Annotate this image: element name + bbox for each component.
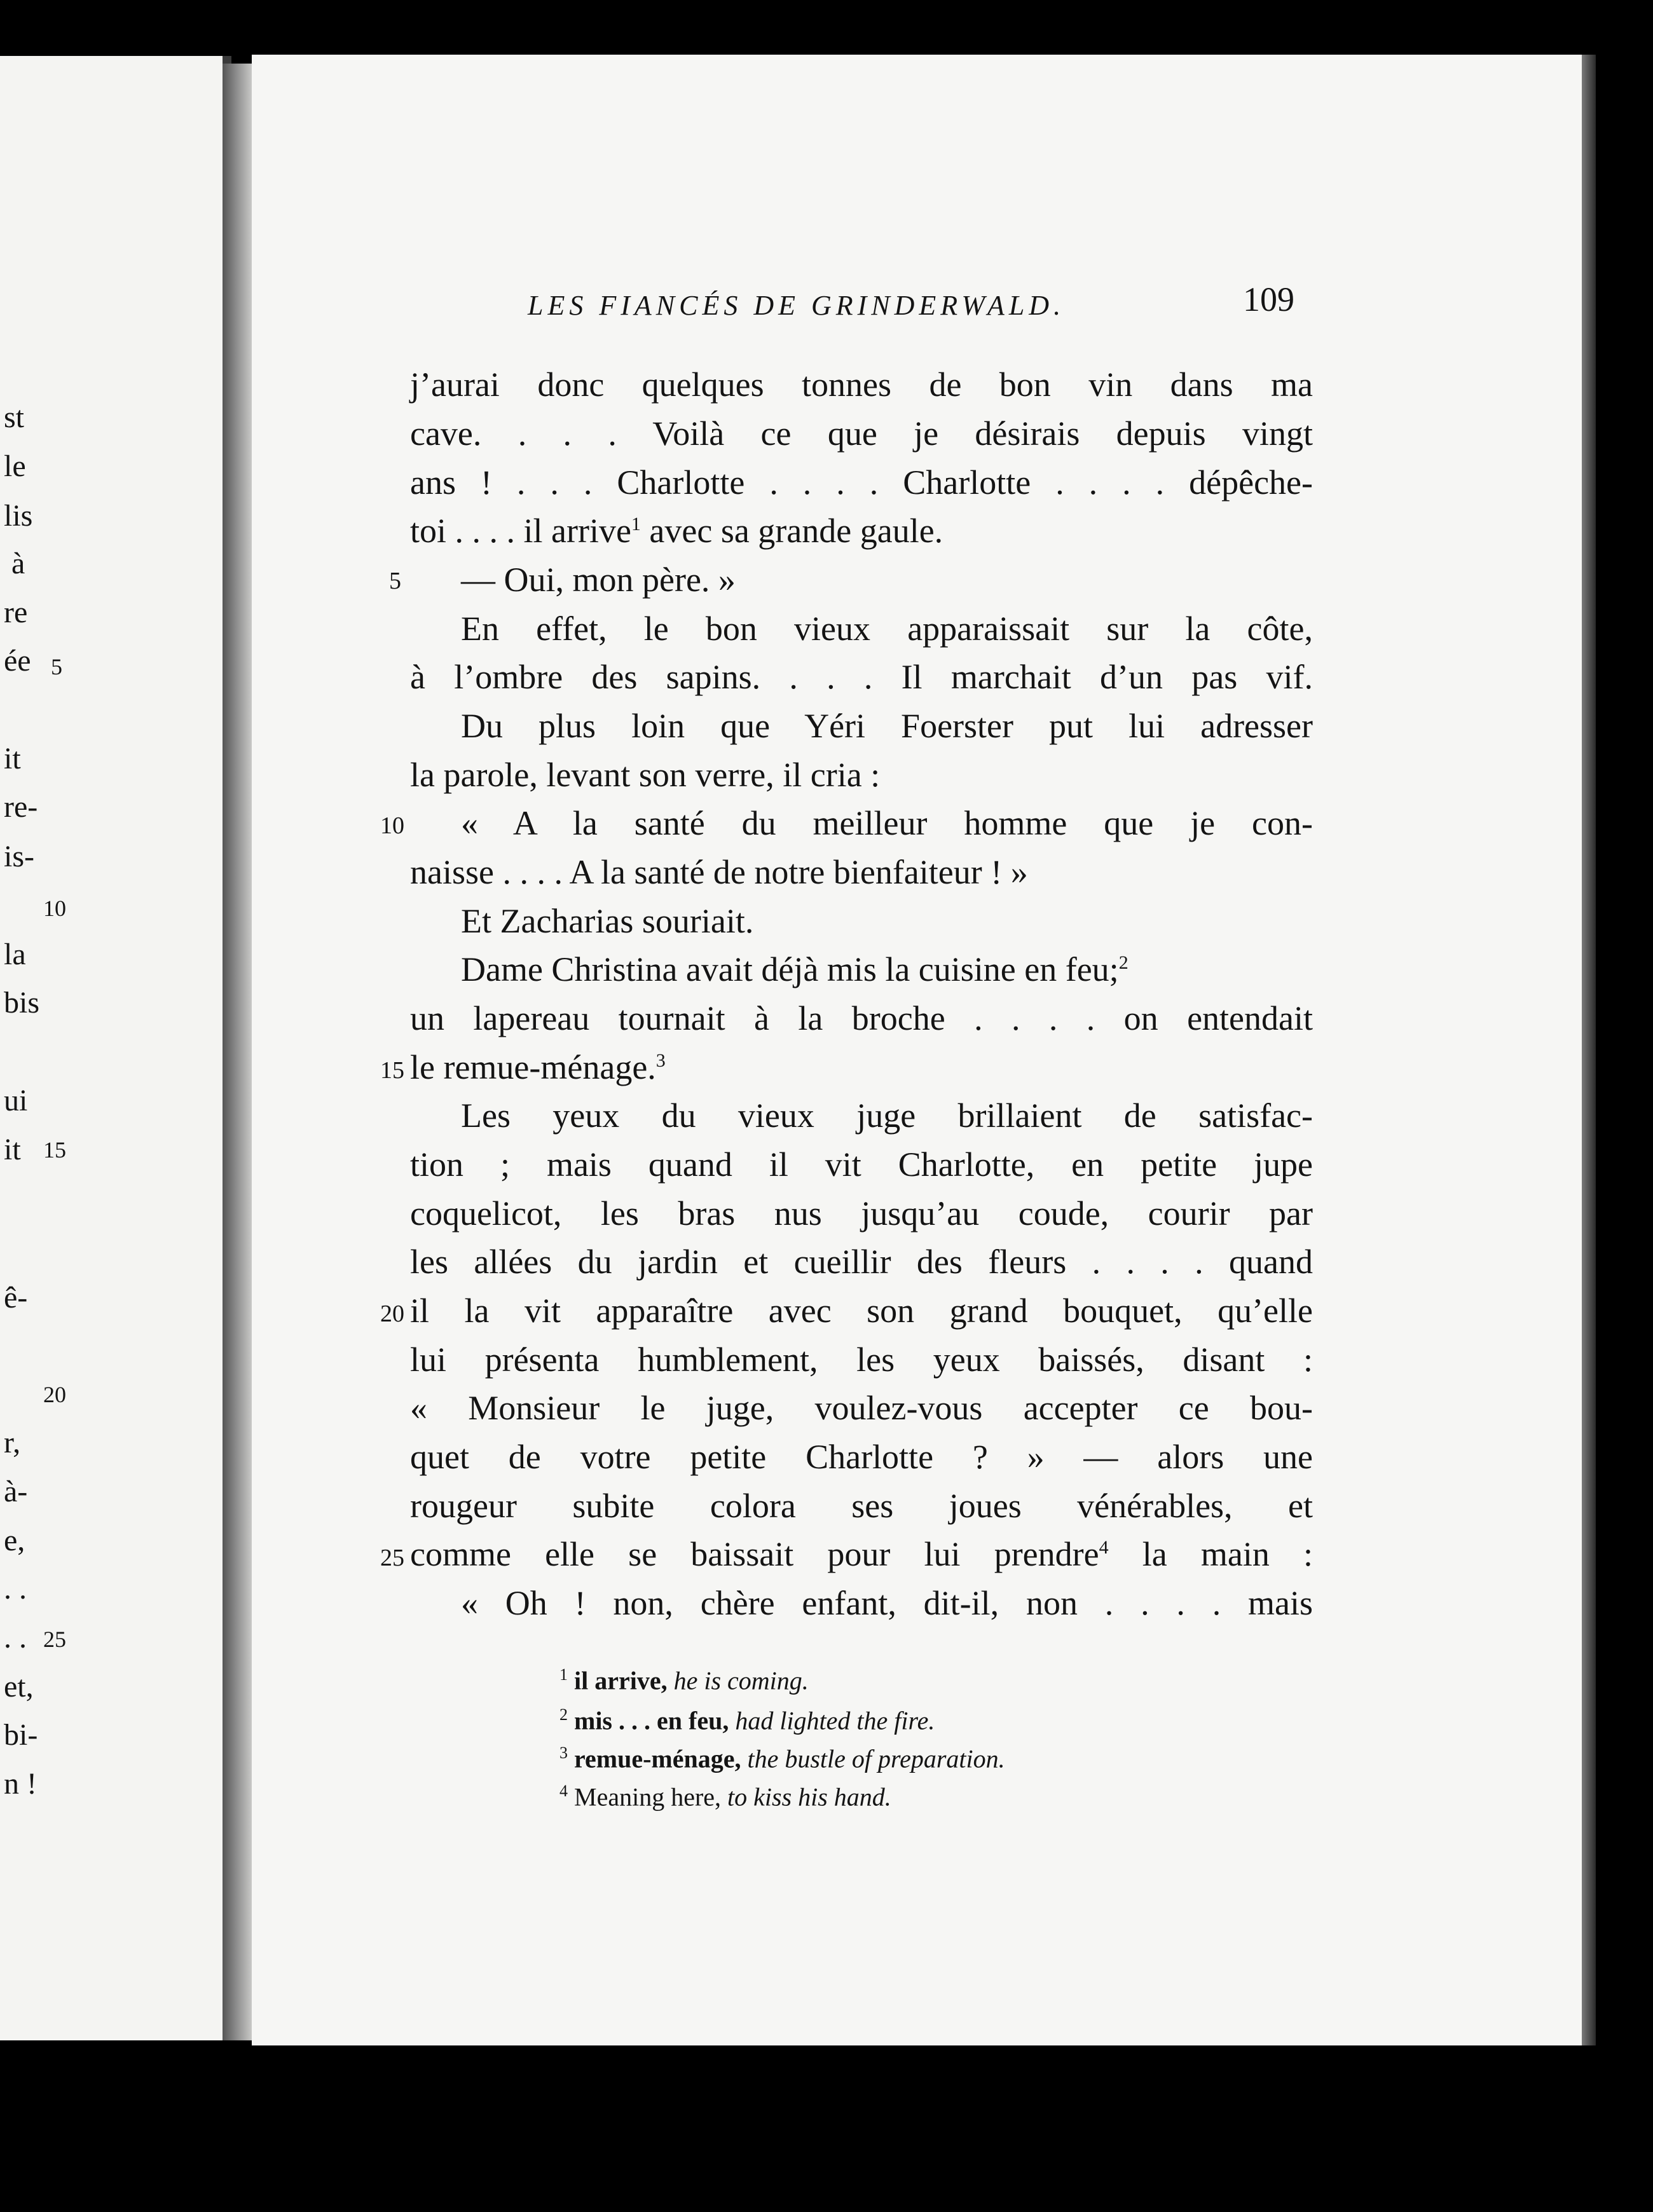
footnote-gloss: he is coming. <box>673 1666 809 1695</box>
left-page-fragment: la <box>4 938 26 971</box>
text-line: Les yeux du vieux juge brillaient de satisfac- <box>461 1096 1313 1135</box>
footnote-gloss: had lighted the fire. <box>735 1706 935 1735</box>
left-page-fragment: le <box>4 449 26 483</box>
left-page-line-number: 15 <box>43 1137 66 1163</box>
text-segment: comme elle se baissait pour lui prendre <box>410 1535 1099 1573</box>
left-page-fragment: . . <box>4 1621 27 1655</box>
left-page-fragment: n ! <box>4 1767 37 1801</box>
left-page-fragment: à- <box>4 1475 28 1508</box>
page-number: 109 <box>1243 280 1294 318</box>
footnote-term: il arrive, <box>574 1666 668 1695</box>
footnote-mark: 2 <box>559 1705 568 1724</box>
footnote <box>559 1667 809 1693</box>
text-line: ans ! . . . Charlotte . . . . Charlotte . . . . dépêche- <box>410 463 1313 502</box>
left-page-fragment: bi- <box>4 1718 38 1752</box>
left-page-fragment: et, <box>4 1670 34 1703</box>
text-line: cave. . . . Voilà ce que je désirais depuis vingt <box>410 414 1313 453</box>
footnote-gloss: the bustle of preparation. <box>747 1744 1005 1773</box>
page-edge-shadow <box>1582 55 1596 2045</box>
footnote-term: Meaning here, <box>574 1782 722 1812</box>
left-page-fragment: ê- <box>4 1281 28 1314</box>
text-line: quet de votre petite Charlotte ? » — alors une <box>410 1438 1313 1476</box>
footnote-gloss: to kiss his hand. <box>727 1782 891 1812</box>
text-line <box>410 1537 1313 1571</box>
line-number: 25 <box>380 1545 404 1571</box>
footnote-term: mis . . . en feu, <box>574 1706 729 1735</box>
text-line: j’aurai donc quelques tonnes de bon vin dans ma <box>410 365 1313 404</box>
text-line: Du plus loin que Yéri Foerster put lui adresser <box>461 707 1313 745</box>
text-line: lui présenta humblement, les yeux baissés, disant : <box>410 1341 1313 1379</box>
footnote-term: remue-ménage, <box>574 1744 741 1773</box>
text-line: « A la santé du meilleur homme que je con- <box>461 804 1313 842</box>
left-page-fragment: à <box>11 547 25 580</box>
running-title: LES FIANCÉS DE GRINDERWALD. <box>528 290 1066 321</box>
footnote-mark: 1 <box>559 1665 568 1684</box>
line-number: 5 <box>389 568 401 594</box>
line-number: 10 <box>380 812 404 839</box>
text-line: la parole, levant son verre, il cria : <box>410 756 881 794</box>
footnote-ref: 4 <box>1099 1537 1109 1558</box>
text-line <box>410 514 1313 548</box>
left-page-line-number: 20 <box>43 1382 66 1407</box>
footnote-ref: 2 <box>1118 952 1128 973</box>
text-line: tion ; mais quand il vit Charlotte, en petite jupe <box>410 1145 1313 1184</box>
text-line: « Oh ! non, chère enfant, dit-il, non . . . . mais <box>461 1584 1313 1622</box>
left-page-fragment: lis <box>4 499 33 533</box>
text-line: En effet, le bon vieux apparaissait sur la côte, <box>461 610 1313 648</box>
text-segment: le remue-ménage. <box>410 1048 656 1086</box>
text-line: naisse . . . . A la santé de notre bienfaiteur ! » <box>410 853 1028 891</box>
left-page-fragment: re- <box>4 790 38 824</box>
text-line: les allées du jardin et cueillir des fleurs . . . . quand <box>410 1243 1313 1281</box>
left-page-fragment: . . <box>4 1572 27 1606</box>
text-line: « Monsieur le juge, voulez-vous accepter ce bou- <box>410 1389 1313 1427</box>
left-page-fragment: is- <box>4 840 34 873</box>
footnote-mark: 3 <box>559 1744 568 1762</box>
text-line: à l’ombre des sapins. . . . Il marchait d’un pas vif. <box>410 658 1313 696</box>
text-segment: la main : <box>1142 1535 1313 1573</box>
footnote-ref: 1 <box>631 514 641 535</box>
line-number: 20 <box>380 1301 404 1327</box>
footnote <box>559 1783 891 1810</box>
text-line: coquelicot, les bras nus jusqu’au coude, courir par <box>410 1194 1313 1232</box>
left-page-fragment: ée <box>4 644 31 678</box>
text-line: — Oui, mon père. » <box>461 561 736 599</box>
footnote-ref: 3 <box>655 1050 666 1071</box>
footnote-mark: 4 <box>559 1782 568 1800</box>
footnote <box>559 1707 935 1733</box>
text-segment: toi . . . . il arrive <box>410 512 631 550</box>
left-page-fragment: it <box>4 742 21 775</box>
text-segment: avec sa grande gaule. <box>649 512 943 550</box>
left-page-line-number: 25 <box>43 1627 66 1652</box>
footnote <box>559 1745 1005 1772</box>
text-segment: Dame Christina avait déjà mis la cuisine en feu; <box>461 950 1119 988</box>
left-page-fragment: r, <box>4 1426 21 1459</box>
text-line: rougeur subite colora ses joues vénérables, et <box>410 1487 1313 1525</box>
left-page-fragment: e, <box>4 1524 25 1557</box>
text-line <box>410 1050 1313 1084</box>
text-line: Et Zacharias souriait. <box>461 902 754 940</box>
line-number: 15 <box>380 1057 404 1084</box>
left-page-fragment: st <box>4 400 25 434</box>
previous-page <box>0 56 231 2040</box>
text-line <box>461 952 1313 987</box>
left-page-line-number: 10 <box>43 896 66 921</box>
left-page-fragment: it <box>4 1133 21 1166</box>
left-page-fragment: re <box>4 596 28 629</box>
text-line: il la vit apparaître avec son grand bouquet, qu’elle <box>410 1292 1313 1330</box>
left-page-line-number: 5 <box>51 654 62 679</box>
left-page-fragment: ui <box>4 1084 28 1117</box>
left-page-fragment: bis <box>4 986 40 1020</box>
text-line: un lapereau tournait à la broche . . . . on entendait <box>410 999 1313 1037</box>
book-gutter <box>223 64 252 2040</box>
